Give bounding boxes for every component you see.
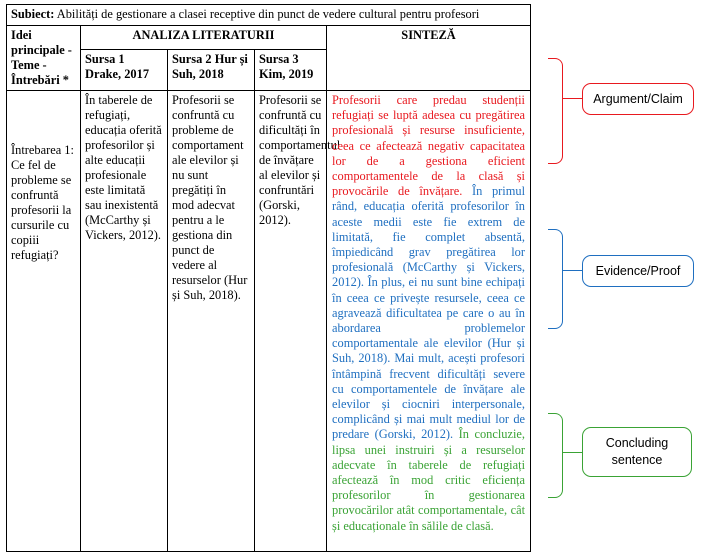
synthesis-cell — [327, 91, 531, 552]
source3-cell: Profesorii se confruntă cu dificultăți în comportamentul de învățare al elevilor și confruntări (Gorski, 2012). — [255, 91, 327, 552]
synthesis-conclusion-text: În concluzie, lipsa unei instruiri și a resurselor adecvate în taberele de refugiați afectează în mod critic eficiența profesorilor în gestionarea provocărilor atât comportamentale, cât și educaționale în sălile de clasă. — [332, 427, 526, 533]
source1-cell: În taberele de refugiați, educația oferită profesorilor și alte educații profesionale este limitată sau inexistentă (McCarthy și Vickers, 2012). — [81, 91, 168, 552]
question-row — [7, 91, 531, 552]
synthesis-matrix-table — [6, 4, 531, 552]
synthesis-header: SINTEZĂ — [327, 26, 531, 91]
evidence-bracket — [548, 229, 563, 329]
literature-synthesis-document — [6, 4, 530, 533]
question-cell: Întrebarea 1: Ce fel de probleme se confruntă profesorii la cursurile cu copiii refugiați? — [7, 91, 81, 552]
source2-header: Sursa 2 Hur și Suh, 2018 — [168, 49, 255, 90]
conclusion-label-box: Concluding sentence — [582, 427, 692, 477]
claim-bracket — [548, 58, 563, 164]
ideas-header: Idei principale - Teme - Întrebări * — [7, 26, 81, 91]
conclusion-connector — [563, 452, 582, 453]
source3-header: Sursa 3 Kim, 2019 — [255, 49, 327, 90]
source2-cell: Profesorii se confruntă cu probleme de comportament ale elevilor și nu sunt pregătiți în mod adecvat pentru a le gestiona din punct de vedere al resurselor (Hur și Suh, 2018). — [168, 91, 255, 552]
evidence-label-box: Evidence/Proof — [582, 255, 694, 287]
claim-connector — [563, 98, 582, 99]
subject-row — [7, 5, 531, 26]
evidence-connector — [563, 270, 582, 271]
literature-header: ANALIZA LITERATURII — [81, 26, 327, 50]
subject-cell — [7, 5, 531, 26]
subject-label: Subiect: — [11, 7, 55, 21]
claim-label-box: Argument/Claim — [582, 83, 694, 115]
synthesis-evidence-text: În primul rând, educația oferită profesorilor în aceste medii este fie extrem de limitată, fie complet absentă, împiedicând grav pregătirea lor profesională (McCarthy și Vickers, 2012). În plus, ei nu sunt bine echipați în ceea ce privește resursele, ceea ce agravează dificultatea pe care o au în abordarea problemelor comportamentale ale elevilor (Hur și Suh, 2018). Mai mult, acești profesori întâmpină frecvent dificultăți severe cu comportamentele de învățare ale elevilor și ciocniri interpersonale, complicând și mai mult mediul lor de predare (Gorski, 2012). — [332, 184, 526, 442]
header-row — [7, 26, 531, 50]
source1-header: Sursa 1 Drake, 2017 — [81, 49, 168, 90]
synthesis-claim-text: Profesorii care predau studenții refugiați se luptă adesea cu pregătirea profesională și resurse insuficiente, ceea ce afectează negativ capacitatea lor de a gestiona eficient comportamentele de la clasă și provocările de învățare. — [332, 93, 526, 199]
subject-text: Abilități de gestionare a clasei receptive din punct de vedere cultural pentru profesori — [54, 7, 480, 21]
conclusion-bracket — [548, 413, 563, 498]
